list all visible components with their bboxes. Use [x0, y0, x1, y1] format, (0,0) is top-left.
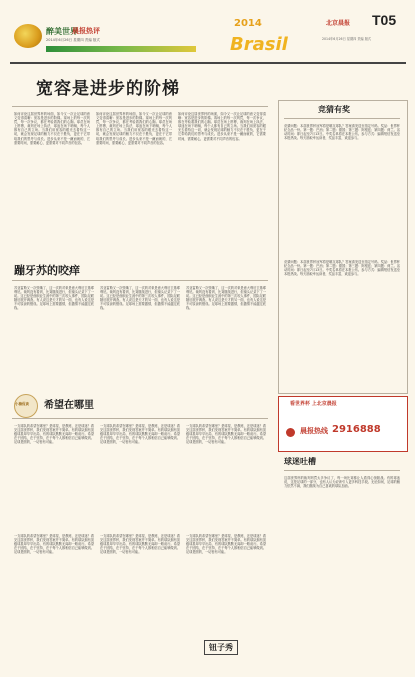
lead-rule: [12, 106, 268, 107]
column3-body-b: 一支球队的希望在哪里？是球星，是教练，还是球迷？看完这届世界杯，我们发现答案并不简单。有的球队拥有顶级球星却早早出局，有的球队默默无闻却一路前行。希望在于团结，在于坚持，在于每个人都相信自己能够做到。足球是圆的，一切皆有可能。: [100, 424, 180, 445]
column3-rule: [12, 418, 268, 419]
masthead-info: 2014年6月26日 星期四 责编 版式: [322, 37, 372, 41]
sidebar-title: 竞猜有奖: [318, 105, 350, 114]
hotline-label: 晨报热线: [300, 427, 328, 435]
brand-name: Brasil: [230, 34, 288, 55]
column3-headline: 希望在哪里: [44, 400, 94, 411]
lead-body-col3: 如何评论这届世界杯的场面，如今又一次让足球的意义变得清晰：宽容是进步的阶梯。赛场上的每一次判罚，每一次争议，都在考验着我们的心胸。球员在场上拼搏，裁判在场上执法，球迷在场下呐喊，每个人都有自己的立场。当我们用宽容的眼光去看待这一切，就会发现足球的魅力不仅在于胜负，更在于它带给我们的思考与成长。进步从来不是一蹴而就的，它需要时间，需要耐心，更需要对不同声音的包容。: [178, 112, 266, 141]
section-emblem-icon: [14, 24, 42, 48]
column3-tag: 小楠侃谈: [15, 402, 29, 406]
column2-body-a: 苏亚雷斯又一次张嘴了，这一次的对象是意大利后卫基耶利尼。裁判没有看到，比赛继续进行，但镜头记录下了一切。这已经是他职业生涯中的第三次咬人事件，国际足联随后展开调查。有人说这是天才的另一面，也有人说这是不可原谅的错误。足球场上需要激情，但激情不能越过底线。: [14, 286, 94, 311]
bottom-right-title: 球迷吐槽: [284, 457, 316, 466]
masthead: [10, 6, 406, 64]
paper-name: 北京晨报: [326, 20, 351, 27]
sidebar-title-rule: [284, 118, 400, 119]
lead-body-col1: 如何评论这届世界杯的场面，如今又一次让足球的意义变得清晰：宽容是进步的阶梯。赛场上的每一次判罚，每一次争议，都在考验着我们的心胸。球员在场上拼搏，裁判在场上执法，球迷在场下呐喊，每个人都有自己的立场。当我们用宽容的眼光去看待这一切，就会发现足球的魅力不仅在于胜负，更在于它带给我们的思考与成长。进步从来不是一蹴而就的，它需要时间，需要耐心，更需要对不同声音的包容。: [14, 112, 90, 145]
author-seal: 钮子秀: [204, 640, 238, 655]
masthead-band: [46, 46, 196, 52]
bottom-right-body: 这届世界杯的裁判判罚太多争议了，每一场比赛都让人看得心惊胆战。有的球迷说，这是足球的一部分，也有人认为应该引入更多科技手段。无论如何，足球的魅力依然不减，我们继续为自己喜欢的球队加油。: [284, 476, 400, 489]
column3-body-e: 一支球队的希望在哪里？是球星，是教练，还是球迷？看完这届世界杯，我们发现答案并不简单。有的球队拥有顶级球星却早早出局，有的球队默默无闻却一路前行。希望在于团结，在于坚持，在于每个人都相信自己能够做到。足球是圆的，一切皆有可能。: [100, 534, 180, 555]
hotline-number: 2916888: [332, 424, 381, 435]
column3-body-c: 一支球队的希望在哪里？是球星，是教练，还是球迷？看完这届世界杯，我们发现答案并不简单。有的球队拥有顶级球星却早早出局，有的球队默默无闻却一路前行。希望在于团结，在于坚持，在于每个人都相信自己能够做到。足球是圆的，一切皆有可能。: [186, 424, 266, 445]
column3-body-a: 一支球队的希望在哪里？是球星，是教练，还是球迷？看完这届世界杯，我们发现答案并不简单。有的球队拥有顶级球星却早早出局，有的球队默默无闻却一路前行。希望在于团结，在于坚持，在于每个人都相信自己能够做到。足球是圆的，一切皆有可能。: [14, 424, 94, 445]
masthead-rule: [10, 62, 406, 64]
page-number: T05: [372, 12, 397, 28]
column2-rule: [12, 280, 268, 281]
section-subtag: 晨报热评: [72, 27, 100, 35]
sidebar-body-b: 竞猜问题：本届世界杯冠军将是哪支球队？答案请发送至指定号码。奖品：世界杯纪念品一份。第一题：巴西；第二题：德国；第三题：阿根廷；第四题：荷兰。活动时间：即日起至7月13日。中奖名单将在本报公布。参与方式：编辑短信发送至本报热线。每天抽取幸运读者，奖品丰富，欢迎参与。: [284, 260, 400, 277]
column3-body-f: 一支球队的希望在哪里？是球星，是教练，还是球迷？看完这届世界杯，我们发现答案并不简单。有的球队拥有顶级球星却早早出局，有的球队默默无闻却一路前行。希望在于团结，在于坚持，在于每个人都相信自己能够做到。足球是圆的，一切皆有可能。: [186, 534, 266, 555]
brazil-logo: [228, 18, 308, 62]
phone-icon: [286, 428, 295, 437]
brand-year: 2014: [234, 18, 262, 29]
column3-body-d: 一支球队的希望在哪里？是球星，是教练，还是球迷？看完这届世界杯，我们发现答案并不简单。有的球队拥有顶级球星却早早出局，有的球队默默无闻却一路前行。希望在于团结，在于坚持，在于每个人都相信自己能够做到。足球是圆的，一切皆有可能。: [14, 534, 94, 555]
column2-body-c: 苏亚雷斯又一次张嘴了，这一次的对象是意大利后卫基耶利尼。裁判没有看到，比赛继续进行，但镜头记录下了一切。这已经是他职业生涯中的第三次咬人事件，国际足联随后展开调查。有人说这是天才的另一面，也有人说这是不可原谅的错误。足球场上需要激情，但激情不能越过底线。: [186, 286, 266, 311]
bottom-right-rule: [284, 470, 400, 471]
column2-headline: 蹦牙苏的咬痒: [14, 264, 80, 277]
lead-headline: 宽容是进步的阶梯: [36, 79, 180, 99]
lead-body-col2: 如何评论这届世界杯的场面，如今又一次让足球的意义变得清晰：宽容是进步的阶梯。赛场上的每一次判罚，每一次争议，都在考验着我们的心胸。球员在场上拼搏，裁判在场上执法，球迷在场下呐喊，每个人都有自己的立场。当我们用宽容的眼光去看待这一切，就会发现足球的魅力不仅在于胜负，更在于它带给我们的思考与成长。进步从来不是一蹴而就的，它需要时间，需要耐心，更需要对不同声音的包容。: [96, 112, 172, 145]
sidebar-body-a: 竞猜问题：本届世界杯冠军将是哪支球队？答案请发送至指定号码。奖品：世界杯纪念品一份。第一题：巴西；第二题：德国；第三题：阿根廷；第四题：荷兰。活动时间：即日起至7月13日。中奖名单将在本报公布。参与方式：编辑短信发送至本报热线。每天抽取幸运读者，奖品丰富，欢迎参与。: [284, 124, 400, 141]
column2-body-b: 苏亚雷斯又一次张嘴了，这一次的对象是意大利后卫基耶利尼。裁判没有看到，比赛继续进行，但镜头记录下了一切。这已经是他职业生涯中的第三次咬人事件，国际足联随后展开调查。有人说这是天才的另一面，也有人说这是不可原谅的错误。足球场上需要激情，但激情不能越过底线。: [100, 286, 180, 311]
hotline-promo: 看世界杯 上北京晨报: [290, 401, 337, 407]
masthead-date: 2014年6月26日 星期四 责编 版式: [46, 38, 100, 42]
section-tag: 醉美世界: [46, 27, 78, 36]
